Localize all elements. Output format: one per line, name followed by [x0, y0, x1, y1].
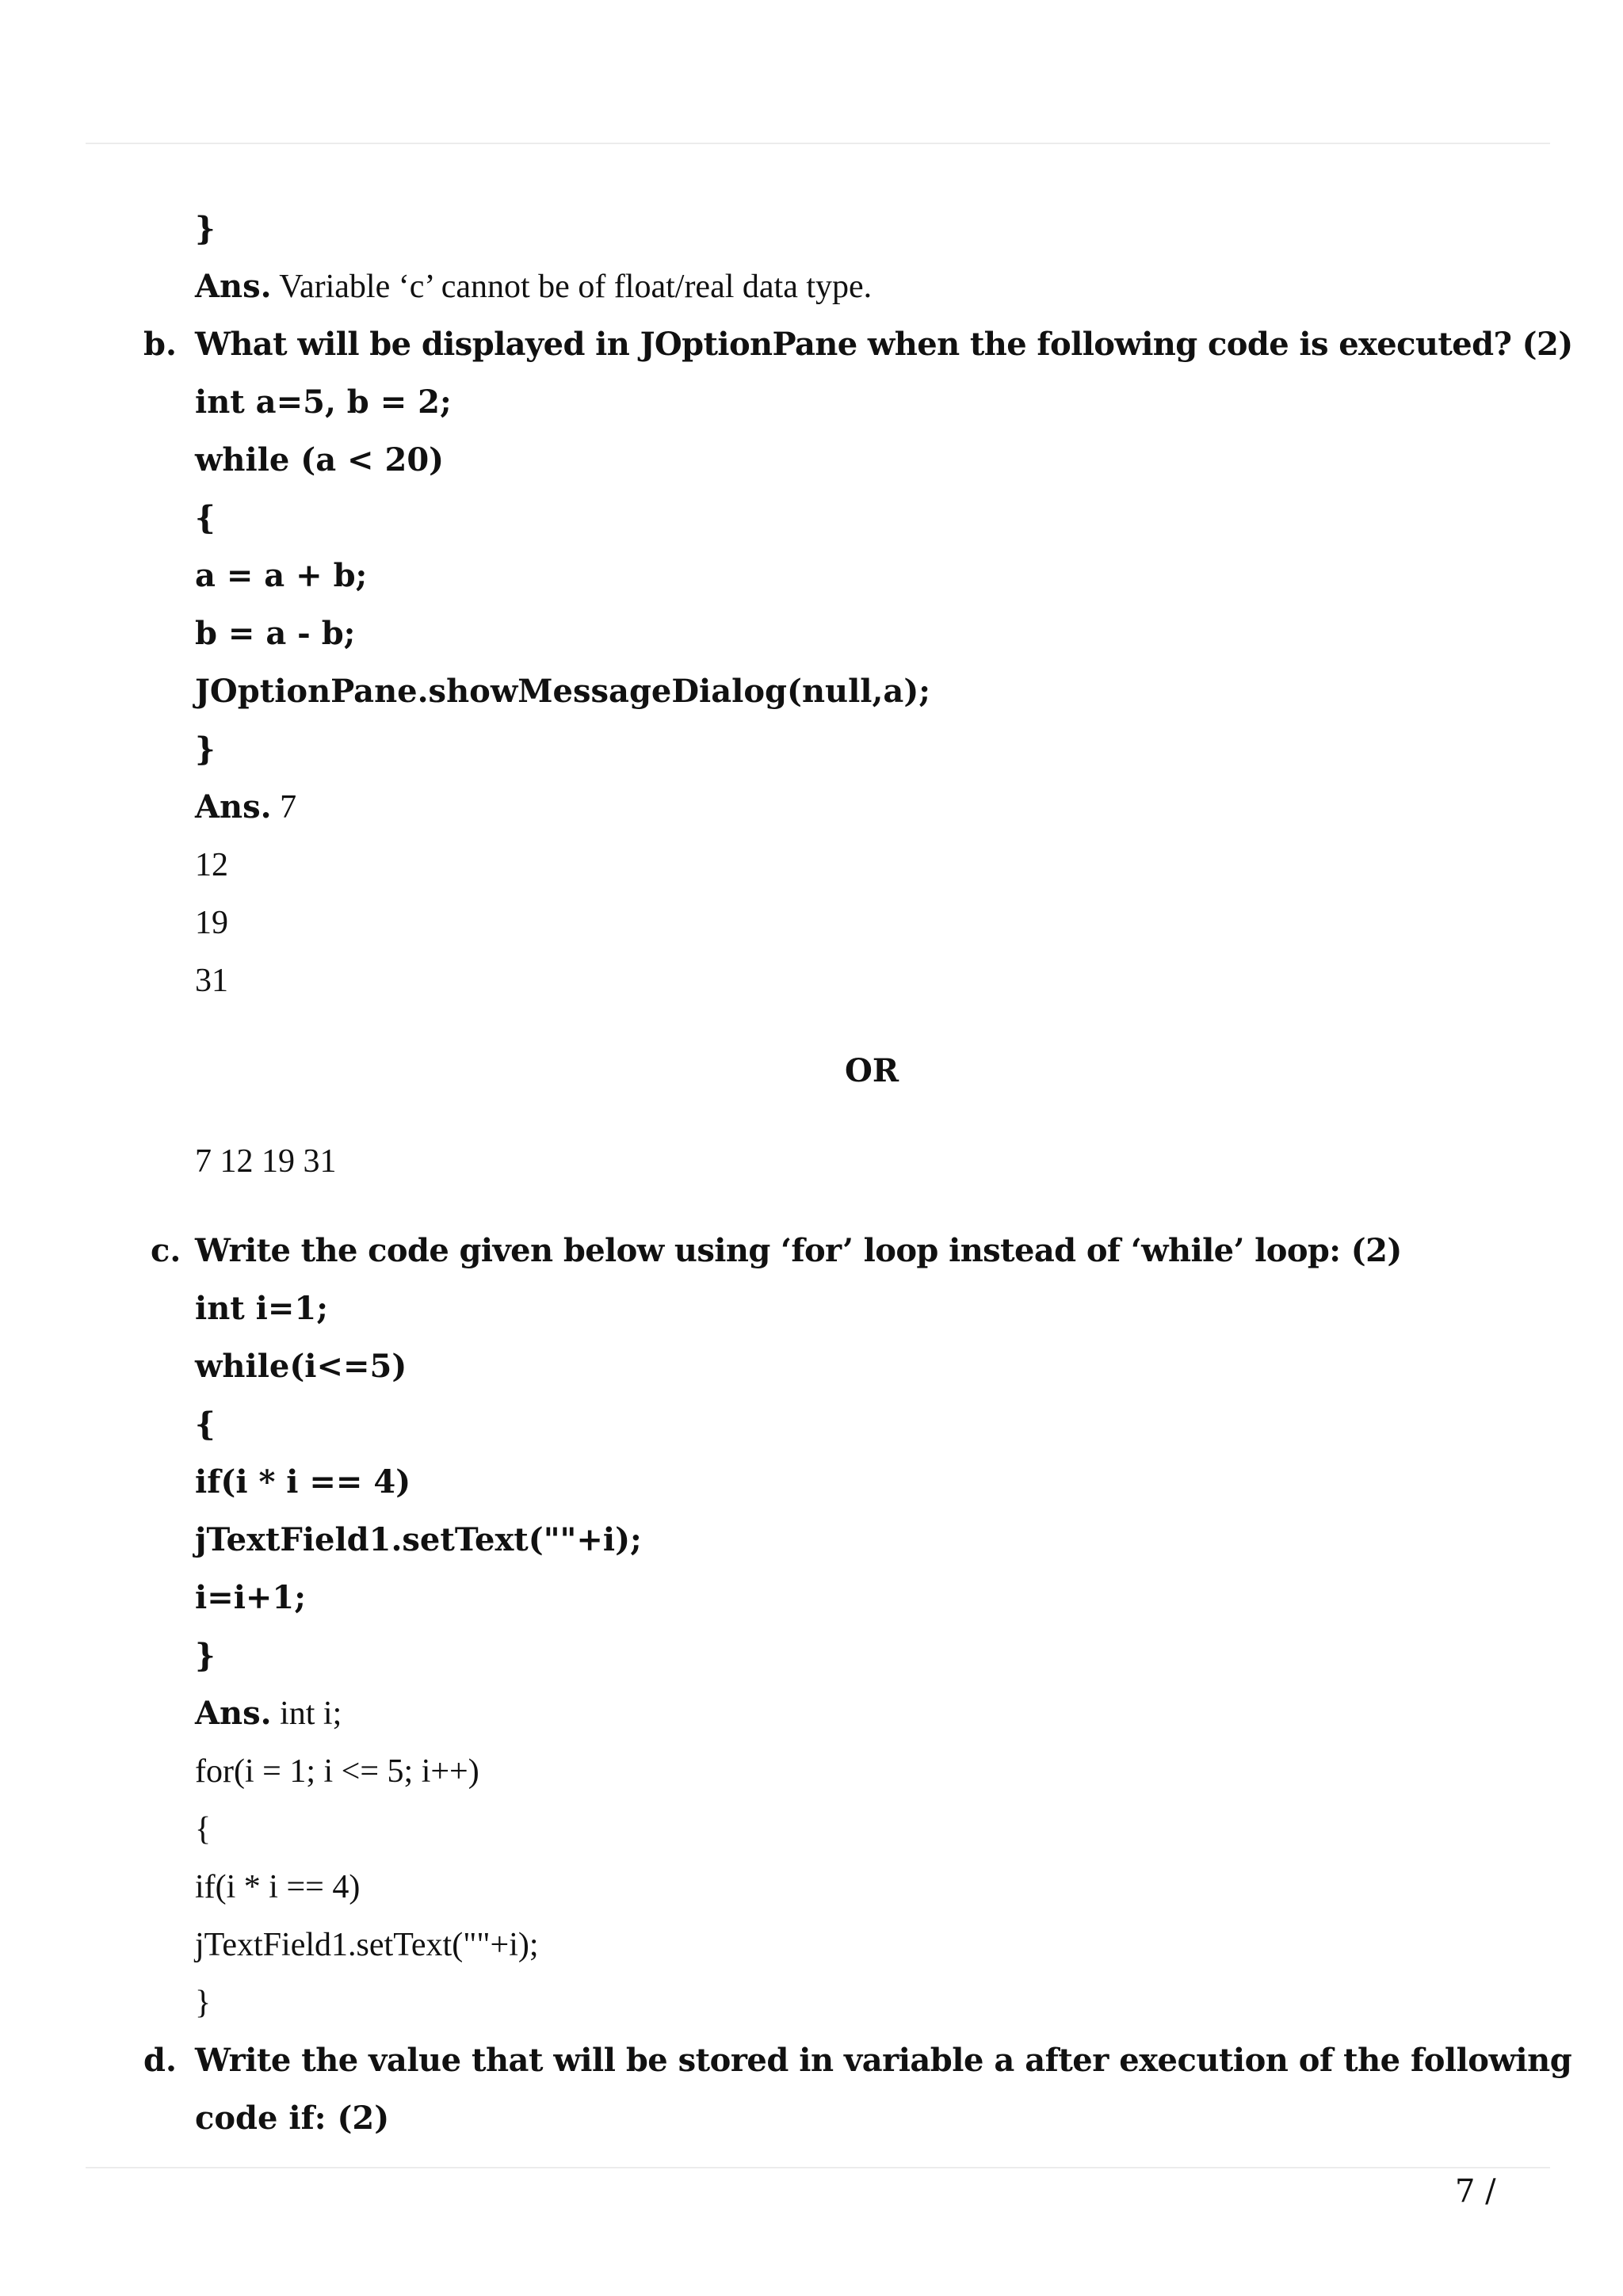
- code-line: JOptionPane.showMessageDialog(null,a);: [195, 673, 931, 710]
- alternate-answer: 7 12 19 31: [195, 1143, 337, 1180]
- answer-text: 7: [271, 789, 297, 826]
- code-line: b = a - b;: [195, 615, 356, 652]
- question-b-text: What will be displayed in JOptionPane when the following code is executed? (2): [195, 326, 1573, 363]
- answer-line: if(i * i == 4): [195, 1869, 361, 1905]
- answer-line: 19: [195, 905, 228, 941]
- question-c-marker: c.: [151, 1232, 181, 1269]
- answer-line: }: [195, 1985, 212, 2021]
- question-b-marker: b.: [143, 326, 177, 363]
- code-line: {: [195, 499, 216, 536]
- code-line: }: [195, 1637, 216, 1674]
- code-line: if(i * i == 4): [195, 1463, 411, 1501]
- answer-c: [195, 1695, 342, 1733]
- code-line: int i=1;: [195, 1290, 328, 1327]
- code-line: {: [195, 1405, 216, 1443]
- top-divider: [86, 143, 1550, 144]
- code-line: }: [195, 730, 216, 768]
- answer-b: [195, 788, 296, 826]
- code-line: int a=5, b = 2;: [195, 383, 452, 421]
- answer-label: Ans.: [195, 1695, 272, 1732]
- question-d-text: Write the value that will be stored in variable a after execution of the following: [195, 2042, 1572, 2079]
- answer-line: 12: [195, 847, 228, 883]
- question-c-text: Write the code given below using ‘for’ loop instead of ‘while’ loop: (2): [195, 1232, 1402, 1269]
- answer-line: for(i = 1; i <= 5; i++): [195, 1753, 479, 1790]
- answer-a: [195, 268, 872, 306]
- code-line: a = a + b;: [195, 557, 368, 594]
- closing-brace: }: [195, 210, 216, 247]
- answer-line: {: [195, 1811, 212, 1848]
- question-d-marker: d.: [143, 2042, 177, 2079]
- bottom-divider: [86, 2167, 1550, 2168]
- code-line: i=i+1;: [195, 1579, 307, 1616]
- code-line: jTextField1.setText(""+i);: [195, 1521, 642, 1558]
- page-number: 7 /: [1455, 2173, 1496, 2210]
- answer-text: int i;: [271, 1695, 342, 1732]
- answer-label: Ans.: [195, 788, 272, 826]
- question-d-text-cont: code if: (2): [195, 2100, 390, 2137]
- code-line: while(i<=5): [195, 1348, 407, 1385]
- answer-line: jTextField1.setText(""+i);: [195, 1927, 539, 1963]
- or-separator: OR: [845, 1052, 899, 1089]
- answer-text: Variable ‘c’ cannot be of float/real data type.: [271, 269, 873, 305]
- answer-label: Ans.: [195, 268, 272, 305]
- code-line: while (a < 20): [195, 441, 445, 479]
- answer-line: 31: [195, 963, 228, 999]
